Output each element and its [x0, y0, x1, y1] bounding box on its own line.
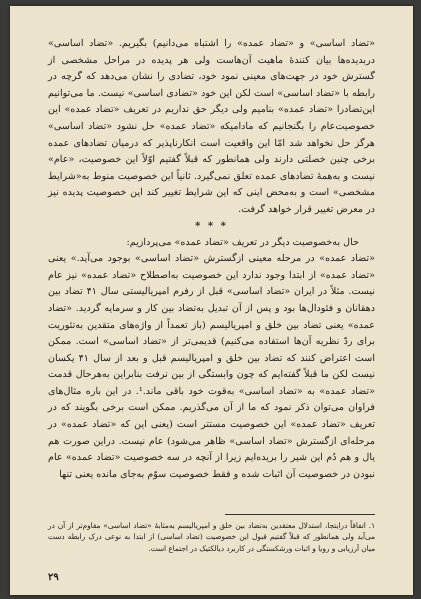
footnote: ۱. اتفاقاً درایتجا، استدلال معتقدین به‌تضاد بین خلق و امپریالیسم به‌مثابهٔ «تضاد اساسی» مقاوم‌تر از آن در می‌آید ولی همانطور که قبلاً گفتیم قبول این خصوصیت (تضاد اساسی) از ابتدا به نوعی درک رابطه دست میان اَرزیابی و رویا و اثبات ورشکستگی در کاربرد دیالکتیک در اجتماع است. [48, 521, 375, 553]
footnote-divider [225, 514, 375, 515]
paragraph-1: «تضاد اساسی» و «تضاد عمده» را اشتباه می‌دانیم) بگیریم. «تضاد اساسی» دربدیده‌ها بیان کنندهٔ ماهیت آن‌هاست ولی هر پدیده در مراحل مشخصی از گسترش خود در جهت‌های معینی نمود خود، تضادی را نشان می‌دهد که گرچه در رابطه با «تضاد اساسی» است لکن این خود «تضادی اساسی» نیست. ما می‌توانیم این‌تضادرا «تضاد عمده» بنامیم ولی دیگر حق نداریم در تعریف «تضاد عمده» این خصوصیت‌عام را بگنجانیم که مادامیکه «تضاد عمده» حل نشود «تضاد اساسی» هرگز حل نخواهد شد امّا این واقعیت است انکارناپذیر که درمیان تضادهای عمده برخی چنین خصلتی دارند ولی همانطور که قبلاً گفتیم اوّلاً این خصوصیت، «عام» نیست و به‌همهٔ تضادهای عمده تعلق نمی‌گیرد. ثانیاً این خصوصیت منوط به«شرایط مشخصی» است و به‌محض اینی که این شرایط تغییر کند این خصوصیت پدیده نیز در معرض تغییر قرار خواهد گرفت. [48, 38, 375, 215]
book-page [10, 6, 413, 595]
body-text [48, 36, 375, 483]
page-number: ۲۹ [48, 572, 59, 583]
section-separator: * * * [195, 220, 228, 232]
paragraph-2: «تضاد عمده» در مرحله معینی ازگسترش «تضاد اساسی» بوجود می‌آید.» یعنی «تضاد عمده» از ابتدا وجود ندارد این خصوصیت به‌اصطلاح «تضاد عمده» نیز عام نیست. مثلاً در ایران «تضاد اساسی» قبل از رفرم امپریالیستی سال ۴۱ تضاد بین دهقانان و فئودال‌ها بود و پس از آن تبدیل به‌تضاد بین کار و سرمایه گردید. «تضاد عمده» یعنی تضاد بین خلق و امپریالیسم (باز تعمداً از واژه‌های متقدین به‌تئوریت برای ردّ نظریه آن‌ها استفاده می‌کنیم) قدیمی‌تر از «تضاد اساسی» است. ممکن است اعتراض کنند که تضاد بین خلق و امپریالیسم قبل و بعد از سال ۴۱ یکسان نیست لکن ما قبلاً گفته‌ایم که چون وابستگی از بین نرفت بنابراین به‌هرحال قدمت «تضاد عمده» به «تضاد اساسی» به‌قوت خود باقی ماند.¹. در این باره مثال‌های فراوان می‌توان ذکر نمود که ما از آن می‌گذریم. ممکن است برخی بگویند که در تعریف «تضاد عمده» این خصوصیت مستتر است (یعنی این که «تضاد عمده» در مرحله‌ای ازگسترش «تضاد اساسی» ظاهر می‌شود) عام نیست. دراین صورت هم یال و هم دُم این شیر را بریده‌ایم زیرا از آنچه در سه خصوصیت «تضاد عمده» عام نبودن در خصوصیت آن اثبات شده و فقط خصوصیت سوّم به‌جای مانده یعنی تنها [48, 253, 376, 480]
paragraph-2-intro: حال به‌خصوصیت دیگر در تعریف «تضاد عمده» می‌پردازیم: [126, 236, 359, 248]
